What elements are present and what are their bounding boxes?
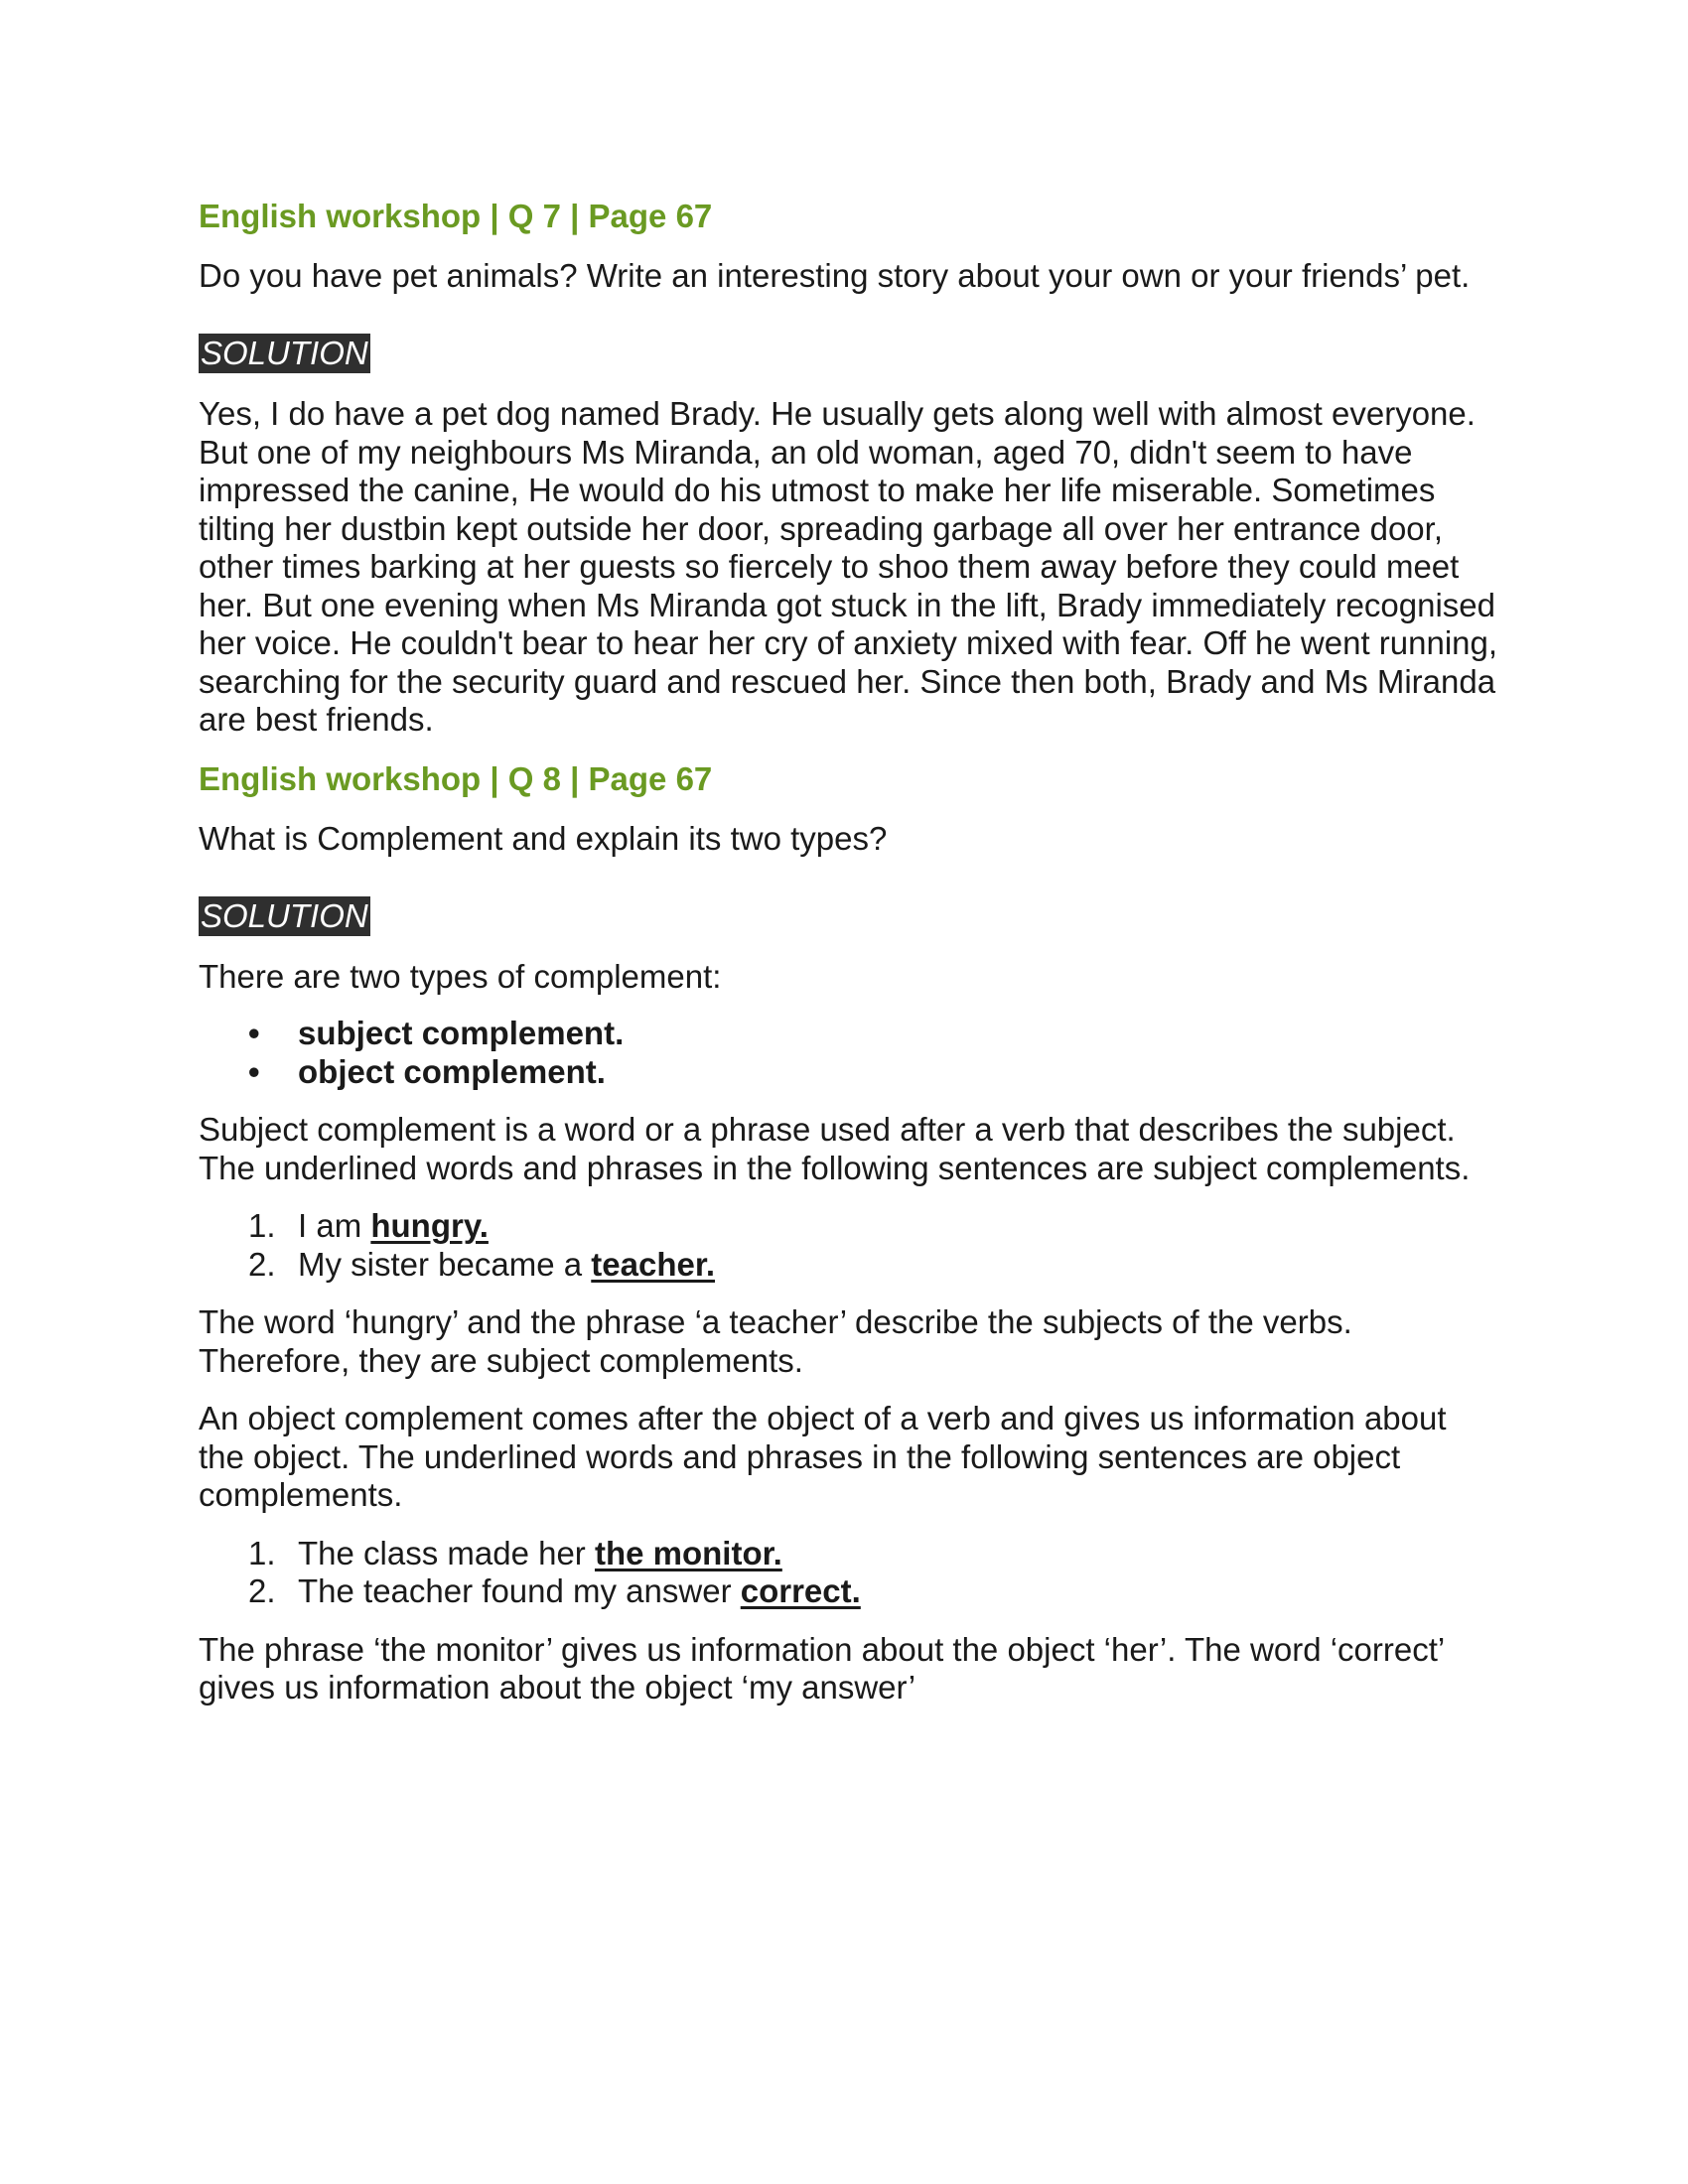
q7-question: Do you have pet animals? Write an interesting story about your own or your friends’ pet. — [199, 257, 1471, 294]
document-page — [199, 197, 1499, 1727]
q7-answer: Yes, I do have a pet dog named Brady. He usually gets along well with almost everyone. But one of my neighbours Ms Miranda, an old woman, aged 70, didn't seem to have impressed the canine, He would do his utmost to make her life miserable. Sometimes tilting her dustbin kept outside her door, spreading garbage all over her entrance door, other times barking at her guests so fiercely to shoo them away before they could meet her. But one evening when Ms Miranda got stuck in the lift, Brady immediately recognised her voice. He couldn't bear to hear her cry of anxiety mixed with fear. Off he went running, searching for the security guard and rescued her. Since then both, Brady and Ms Miranda are best friends. — [199, 395, 1498, 738]
list-number: 2. — [248, 1572, 276, 1609]
subject-examples-list — [199, 1207, 1499, 1284]
q8-solution-label: SOLUTION — [201, 896, 368, 934]
list-number: 1. — [248, 1207, 276, 1244]
q8-question: What is Complement and explain its two types? — [199, 819, 888, 857]
example-highlight: the monitor. — [594, 1534, 782, 1571]
complement-type-1: subject complement. — [298, 1015, 625, 1051]
subject-complement-definition: Subject complement is a word or a phrase used after a verb that describes the subject. The underlined words and phrases in the following sentences are subject complements. — [199, 1111, 1471, 1186]
complement-types-list — [199, 1014, 1499, 1091]
example-highlight: teacher. — [591, 1245, 716, 1283]
object-examples-list — [199, 1535, 1499, 1611]
complement-type-2: object complement. — [298, 1053, 606, 1090]
list-item — [199, 1246, 1499, 1285]
subject-complement-explanation: The word ‘hungry’ and the phrase ‘a teacher’ describe the subjects of the verbs. Therefore, they are subject complements. — [199, 1303, 1352, 1379]
object-complement-explanation: The phrase ‘the monitor’ gives us information about the object ‘her’. The word ‘correct’ gives us information about the object ‘my answer’ — [199, 1630, 1445, 1706]
q8-heading: English workshop | Q 8 | Page 67 — [199, 759, 713, 797]
example-text: The teacher found my answer — [298, 1572, 741, 1609]
list-item — [199, 1207, 1499, 1246]
bullet-icon: • — [248, 1053, 260, 1090]
list-number: 1. — [248, 1534, 276, 1571]
example-text: The class made her — [298, 1534, 595, 1571]
object-complement-definition: An object complement comes after the object of a verb and gives us information about the object. The underlined words and phrases in the following sentences are object complements. — [199, 1400, 1447, 1513]
q8-intro: There are two types of complement: — [199, 957, 722, 995]
example-text: I am — [298, 1207, 371, 1244]
list-item — [199, 1014, 1499, 1052]
q7-solution-label: SOLUTION — [201, 335, 368, 371]
list-item — [199, 1052, 1499, 1091]
list-number: 2. — [248, 1245, 276, 1283]
q7-heading: English workshop | Q 7 | Page 67 — [199, 198, 713, 234]
example-text: My sister became a — [298, 1245, 592, 1283]
list-item — [199, 1535, 1499, 1573]
bullet-icon: • — [248, 1015, 260, 1051]
example-highlight: correct. — [740, 1572, 861, 1609]
list-item — [199, 1572, 1499, 1611]
example-highlight: hungry. — [370, 1207, 489, 1244]
